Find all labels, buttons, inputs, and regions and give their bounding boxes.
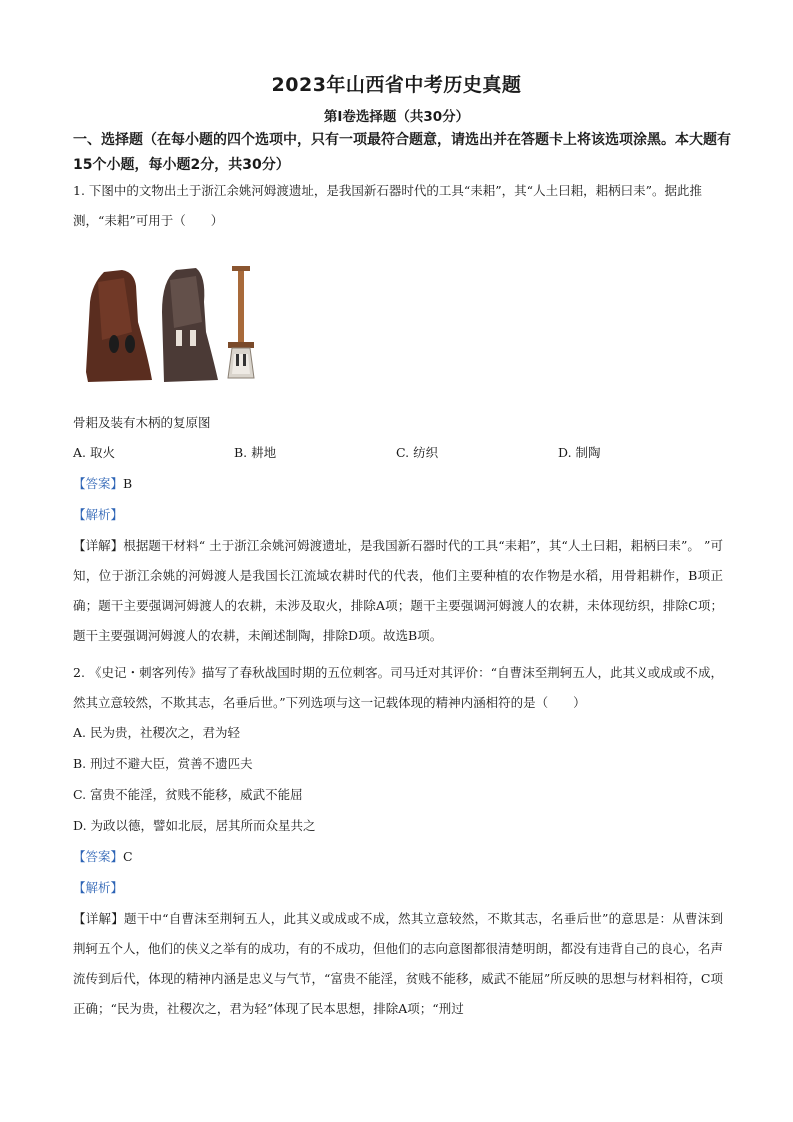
figure-caption: 骨耜及装有木柄的复原图 [73, 415, 211, 430]
q1-option-b: B. 耕地 [234, 445, 277, 460]
q2-analysis-tag: 【解析】 [73, 880, 124, 895]
q2-option-a: A. 民为贵，社稷次之，君为轻 [73, 725, 240, 740]
question-1-stem: 1. 下图中的文物出土于浙江余姚河姆渡遗址，是我国新石器时代的工具“耒耜”，其“人土曰耜，耜柄曰耒”。据此推测，“耒耜”可用于（ ） [73, 183, 702, 228]
detail-text: 根据题干材料“ 土于浙江余姚河姆渡遗址，是我国新石器时代的工具“耒耜”，其“人土曰耜，耜柄曰耒”。 ”可知，位于浙江余姚的河姆渡人是我国长江流域农耕时代的代表，他们主要种植的农作物是水稻，用骨耜耕作，B项正确；题干主要强调河姆渡人的农耕，未涉及取火，排除A项；题干主要强调河姆渡人的农耕，未体现纺织，排除C项；题干主要强调河姆渡人的农耕，未阐述制陶，排除D项。故选B项。 [73, 538, 723, 643]
bone-plough-figure [78, 262, 268, 387]
q2-option-b: B. 刑过不避大臣，赏善不遗匹夫 [73, 756, 253, 771]
q2-option-c: C. 富贵不能淫，贫贱不能移，威武不能屈 [73, 787, 303, 802]
answer-tag: 【答案】 [73, 476, 124, 491]
q1-option-d: D. 制陶 [558, 445, 601, 460]
question-2-stem: 2. 《史记・刺客列传》描写了春秋战国时期的五位刺客。司马迁对其评价：“自曹沫至荆轲五人，此其义或成或不成，然其立意较然，不欺其志，名垂后世。”下列选项与这一记载体现的精神内涵相符的是（ ） [73, 665, 723, 710]
detail-text: 题干中“自曹沫至荆轲五人，此其义或成或不成，然其立意较然，不欺其志，名垂后世”的意思是：从曹沫到荆轲五个人，他们的侠义之举有的成功，有的不成功，但他们的志向意图都很清楚明朗，都没有违背自己的良心，名声流传到后代，体现的精神内涵是忠义与气节，“富贵不能淫，贫贱不能移，威武不能屈”所反映的思想与材料相符，C项正确；“民为贵，社稷次之，君为轻”体现了民本思想，排除A项；“刑过 [73, 911, 723, 1016]
detail-tag: 【详解】 [73, 538, 124, 553]
q1-detail [73, 531, 723, 651]
q2-option-d: D. 为政以德，譬如北辰，居其所而众星共之 [73, 818, 316, 833]
detail-tag: 【详解】 [73, 911, 124, 926]
page-title: 2023年山西省中考历史真题 [271, 74, 522, 96]
answer-tag: 【答案】 [73, 849, 124, 864]
q1-analysis-tag: 【解析】 [73, 507, 124, 522]
answer-value: B [123, 476, 133, 491]
part-subtitle: 第I卷选择题（共30分） [323, 109, 470, 125]
section-heading: 一、选择题（在每小题的四个选项中，只有一项最符合题意，请选出并在答题卡上将该选项涂黑。本大题有15个小题，每小题2分，共30分） [73, 132, 731, 173]
q2-detail [73, 904, 723, 1054]
q1-option-a: A. 取火 [73, 445, 115, 460]
answer-value: C [123, 849, 133, 864]
q1-option-c: C. 纺织 [396, 445, 439, 460]
q1-answer [73, 474, 132, 494]
q2-answer [73, 847, 133, 867]
